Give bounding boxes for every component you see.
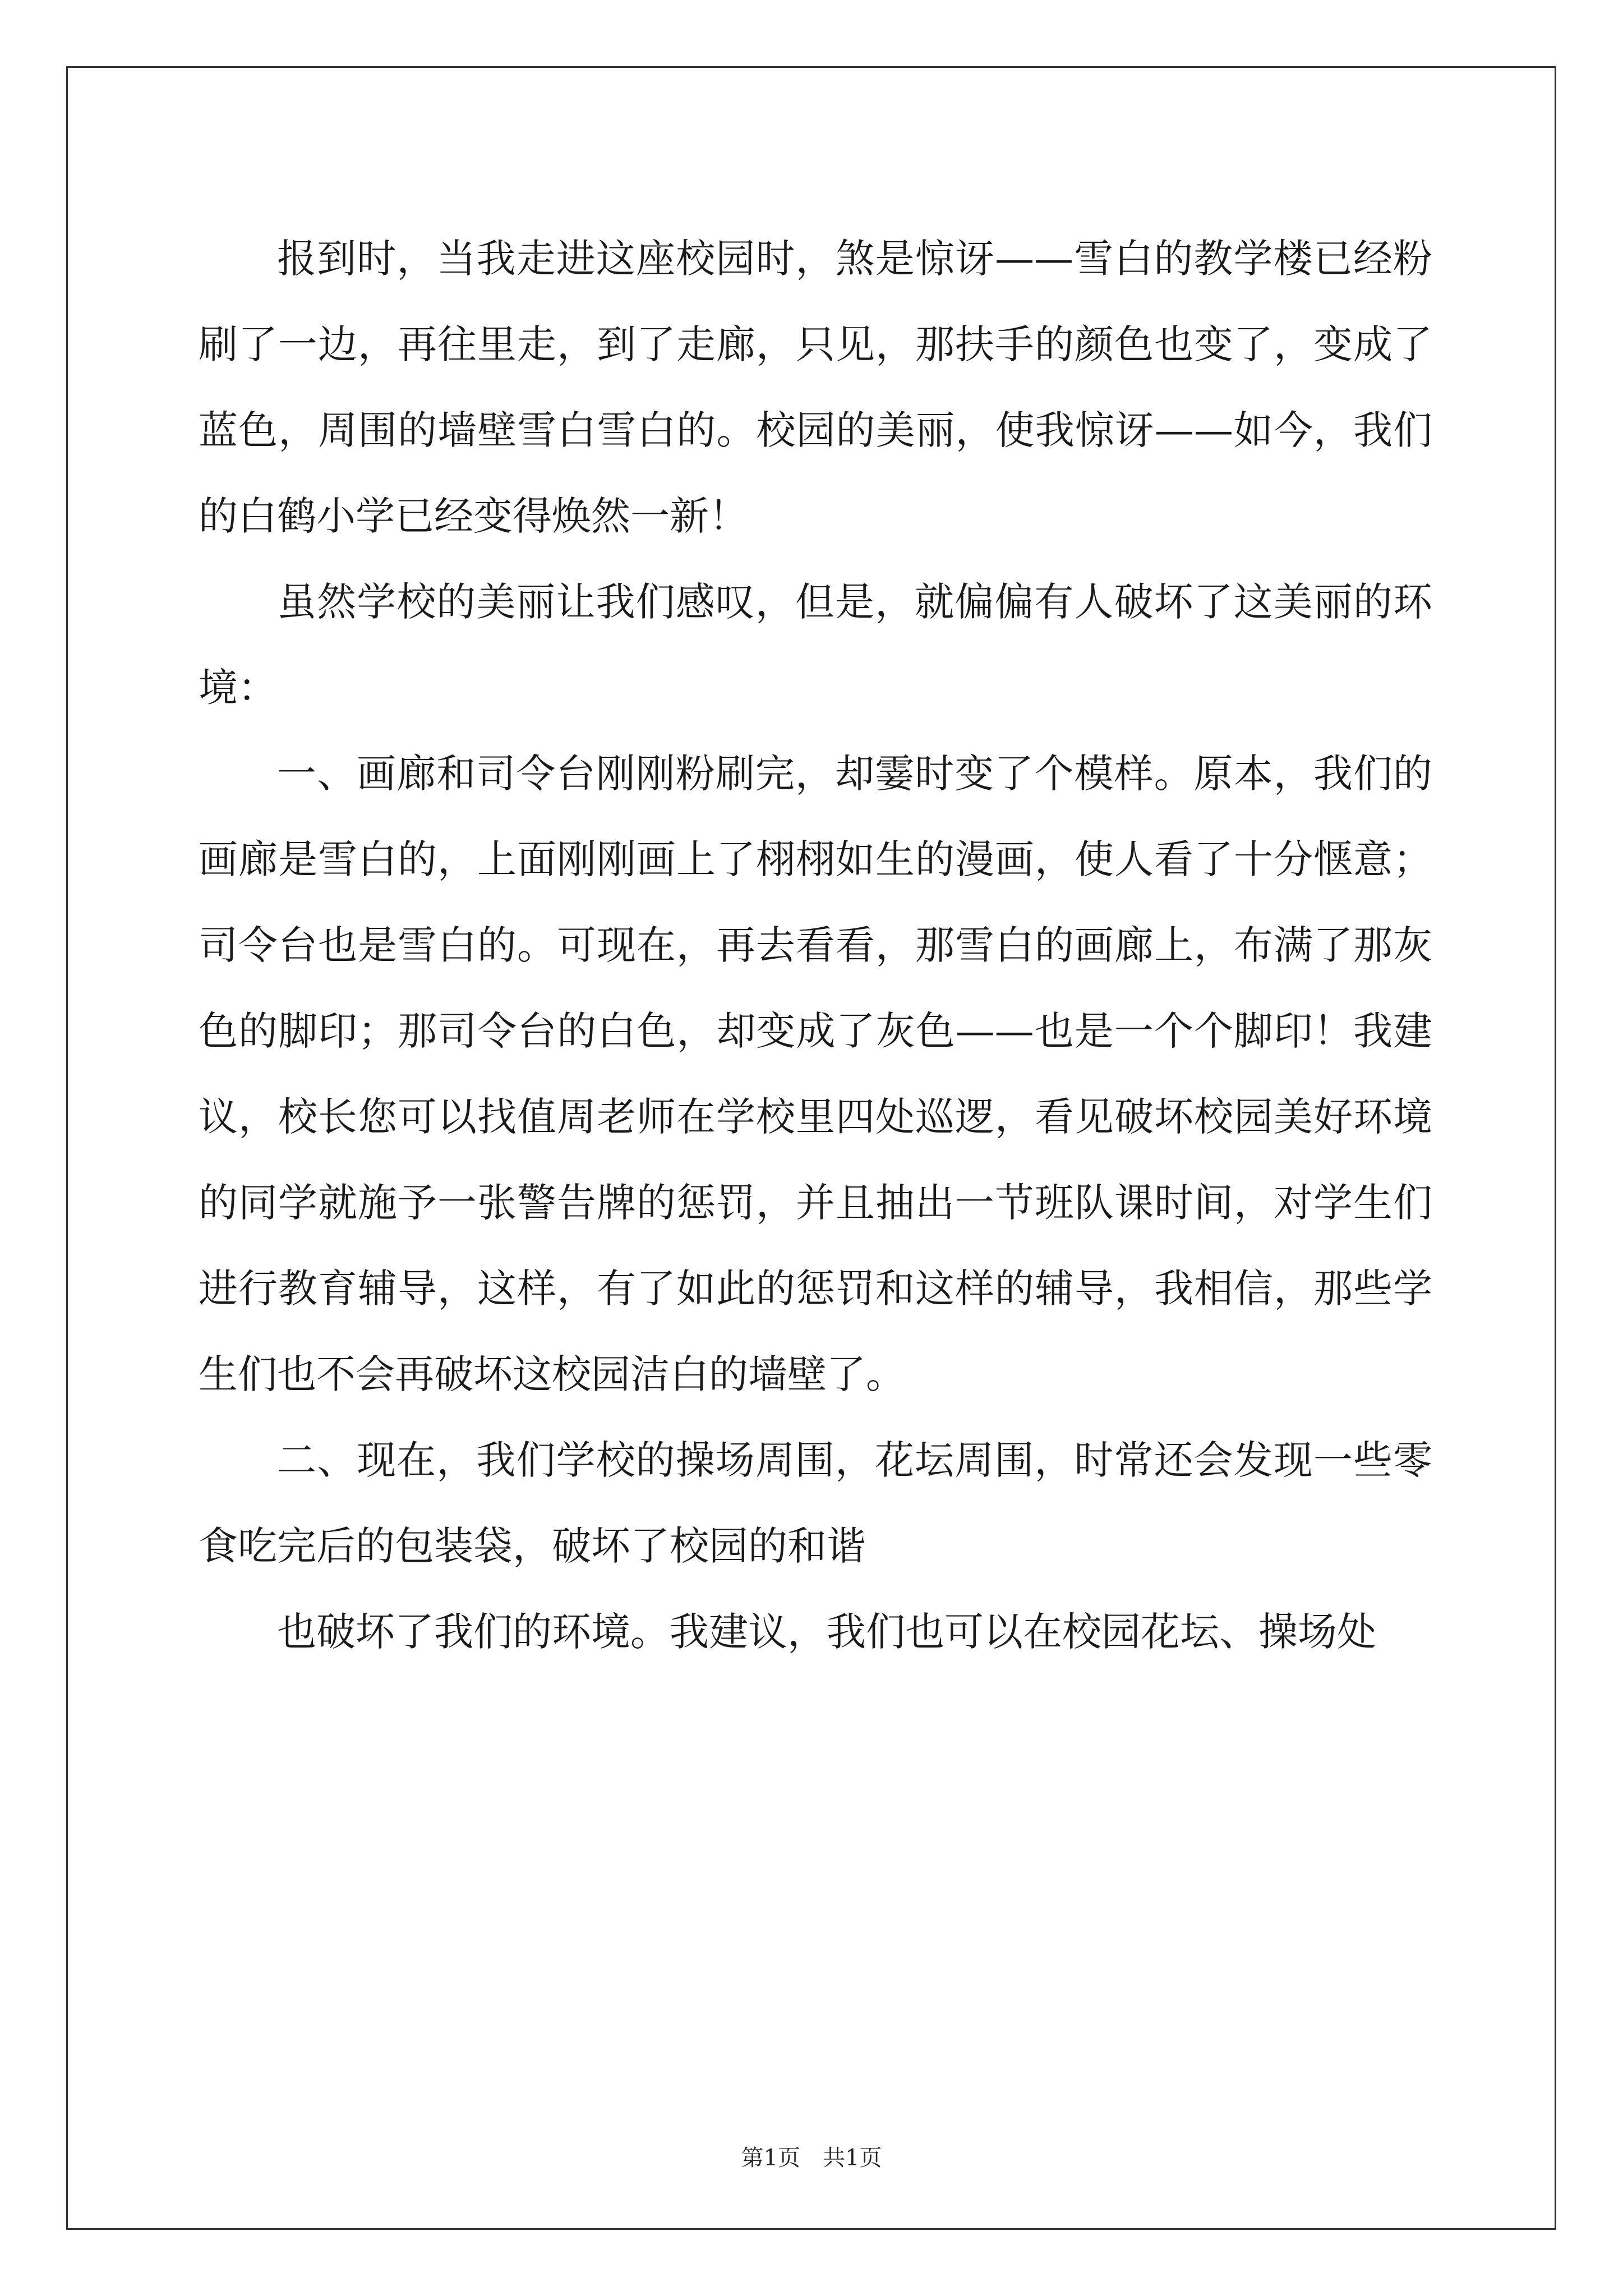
document-body: [199, 216, 1432, 1675]
paragraph-5: 也破坏了我们的环境。我建议，我们也可以在校园花坛、操场处: [277, 1609, 1376, 1655]
paragraph-1: 报到时，当我走进这座校园时，煞是惊讶——雪白的教学楼已经粉刷了一边，再往里走，到了走廊，只见，那扶手的颜色也变了，变成了蓝色，周围的墙壁雪白雪白的。校园的美丽，使我惊讶——如今，我们的白鹤小学已经变得焕然一新！: [199, 236, 1432, 539]
paragraph-4: 二、现在，我们学校的操场周围，花坛周围，时常还会发现一些零食吃完后的包装袋，破坏了校园的和谐: [199, 1437, 1432, 1569]
paragraph-3: 一、画廊和司令台刚刚粉刷完，却霎时变了个模样。原本，我们的画廊是雪白的，上面刚刚画上了栩栩如生的漫画，使人看了十分惬意；司令台也是雪白的。可现在，再去看看，那雪白的画廊上，布满了那灰色的脚印；那司令台的白色，却变成了灰色——也是一个个脚印！我建议，校长您可以找值周老师在学校里四处巡逻，看见破坏校园美好环境的同学就施予一张警告牌的惩罚，并且抽出一节班队课时间，对学生们进行教育辅导，这样，有了如此的惩罚和这样的辅导，我相信，那些学生们也不会再破坏这校园洁白的墙壁了。: [199, 751, 1432, 1397]
paragraph-2: 虽然学校的美丽让我们感叹，但是，就偏偏有人破坏了这美丽的环境：: [199, 579, 1432, 711]
page-number-footer: 第1页 共1页: [741, 2145, 882, 2171]
